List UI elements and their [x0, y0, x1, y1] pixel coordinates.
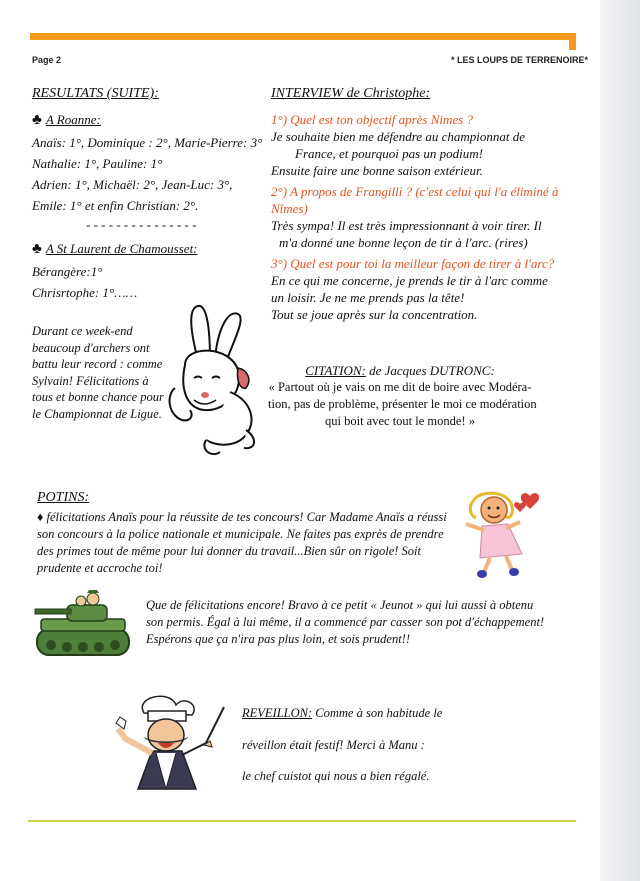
weekend-line: battu leur record : comme — [32, 357, 163, 371]
chef-illustration — [108, 693, 228, 798]
diamond-bullet-icon: ♦ — [37, 510, 44, 524]
weekend-line: tous et bonne chance pour — [32, 390, 164, 404]
st-laurent-title: A St Laurent de Chamousset: — [45, 241, 198, 256]
header-rule — [30, 33, 576, 40]
result-line: Anaïs: 1°, Dominique : 2°, Marie-Pierre: 3° — [32, 135, 263, 150]
club-suit-icon: ♣ — [32, 241, 42, 257]
interview-qa-3 — [271, 255, 554, 323]
girl-illustration — [460, 488, 550, 583]
header-rule-hook — [569, 33, 576, 50]
rabbit-illustration — [160, 300, 270, 460]
question-2: 2°) A propos de Frangilli ? (c'est celui qui l'a éliminé à — [271, 184, 559, 199]
results-heading: RESULTATS (SUITE): — [32, 86, 159, 101]
citation-line: « Partout où je vais on me dit de boire avec Modéra- — [268, 380, 532, 394]
separator: - - - - - - - - - - - - - - - — [86, 217, 197, 232]
weekend-line: le Championnat de Ligue. — [32, 406, 162, 421]
club-suit-icon: ♣ — [32, 112, 42, 128]
answer-line: En ce qui me concerne, je prends le tir à l'arc comme — [271, 273, 548, 288]
weekend-paragraph — [32, 323, 164, 422]
potins-paragraph-1 — [37, 509, 447, 577]
citation-author: de Jacques DUTRONC: — [365, 363, 495, 378]
answer-line: Très sympa! Il est très impressionnant à voir tirer. Il — [271, 218, 542, 233]
answer-line: un loisir. Je ne me prends pas la tête! — [271, 290, 465, 305]
potins-line: Que de félicitations encore! Bravo à ce petit « Jeunot » qui lui aussi à obtenu — [146, 598, 534, 612]
answer-line: m'a donné une bonne leçon de tir à l'arc. (rires) — [279, 235, 528, 250]
citation-line: tion, pas de problème, présenter le moi ce modération — [268, 397, 537, 411]
footer-rule — [28, 820, 576, 822]
potins-line: prudente et accroche toi! — [37, 561, 163, 575]
potins-line: son permis. Égal à lui même, il a commencé par casser son pot d'échappement! — [146, 615, 545, 629]
reveillon-line: Comme à son habitude le — [312, 706, 443, 720]
answer-line: France, et pourquoi pas un podium! — [295, 146, 483, 161]
citation-line: qui boit avec tout le monde! » — [325, 414, 475, 428]
reveillon-paragraph — [242, 705, 443, 783]
club-name: * LES LOUPS DE TERRENOIRE* — [451, 55, 589, 65]
interview-qa-2 — [271, 183, 558, 251]
citation-label: CITATION: — [305, 363, 366, 378]
interview-heading: INTERVIEW de Christophe: — [271, 86, 431, 101]
result-line: Nathalie: 1°, Pauline: 1° — [32, 156, 163, 171]
reveillon-line: réveillon était festif! Merci à Manu : — [242, 738, 425, 752]
st-laurent-title-row — [32, 240, 198, 258]
citation-quote — [268, 379, 537, 430]
answer-line: Je souhaite bien me défendre au championnat de — [271, 129, 526, 144]
interview-qa-1 — [271, 111, 525, 179]
result-line: Adrien: 1°, Michaël: 2°, Jean-Luc: 3°, — [32, 177, 233, 192]
potins-line: Espérons que ça n'ira pas plus loin, et sois prudent!! — [146, 632, 411, 646]
reveillon-line: le chef cuistot qui nous a bien régalé. — [242, 769, 430, 783]
result-line: Chrisrtophe: 1°…… — [32, 285, 138, 300]
weekend-line: Sylvain! Félicitations à — [32, 373, 149, 388]
result-line: Emile: 1° et enfin Christian: 2°. — [32, 198, 199, 213]
potins-line: félicitations Anaïs pour la réussite de tes concours! Car Madame Anaïs a réussi — [46, 510, 447, 524]
roanne-results — [32, 134, 262, 218]
weekend-line: beaucoup d'archers ont — [32, 340, 150, 355]
potins-line: des primes tout de même pour lui donner du travail...Bien sûr on rigole! Soit — [37, 544, 421, 558]
question-2-cont: Nîmes) — [271, 201, 308, 216]
answer-line: Ensuite faire une bonne saison extérieur. — [271, 163, 483, 178]
result-line: Bérangère:1° — [32, 264, 103, 279]
question-1: 1°) Quel est ton objectif après Nimes ? — [271, 112, 473, 127]
potins-line: son concours à la police nationale et municipale. Ne faites pas exprès de prendre — [37, 527, 444, 541]
page-number: Page 2 — [32, 55, 62, 65]
reveillon-label: REVEILLON: — [242, 706, 313, 720]
question-3: 3°) Quel est pour toi la meilleur façon de tirer à l'arc? — [271, 256, 555, 271]
tank-illustration — [33, 589, 133, 669]
weekend-line: Durant ce week-end — [32, 324, 133, 338]
roanne-title-row — [32, 111, 101, 129]
answer-line: Tout se joue après sur la concentration. — [271, 307, 478, 322]
potins-paragraph-2 — [146, 597, 544, 648]
st-laurent-results — [32, 263, 137, 305]
potins-heading: POTINS: — [37, 490, 90, 505]
page-edge — [600, 0, 640, 881]
roanne-title: A Roanne: — [45, 112, 101, 127]
citation-heading — [272, 362, 528, 379]
